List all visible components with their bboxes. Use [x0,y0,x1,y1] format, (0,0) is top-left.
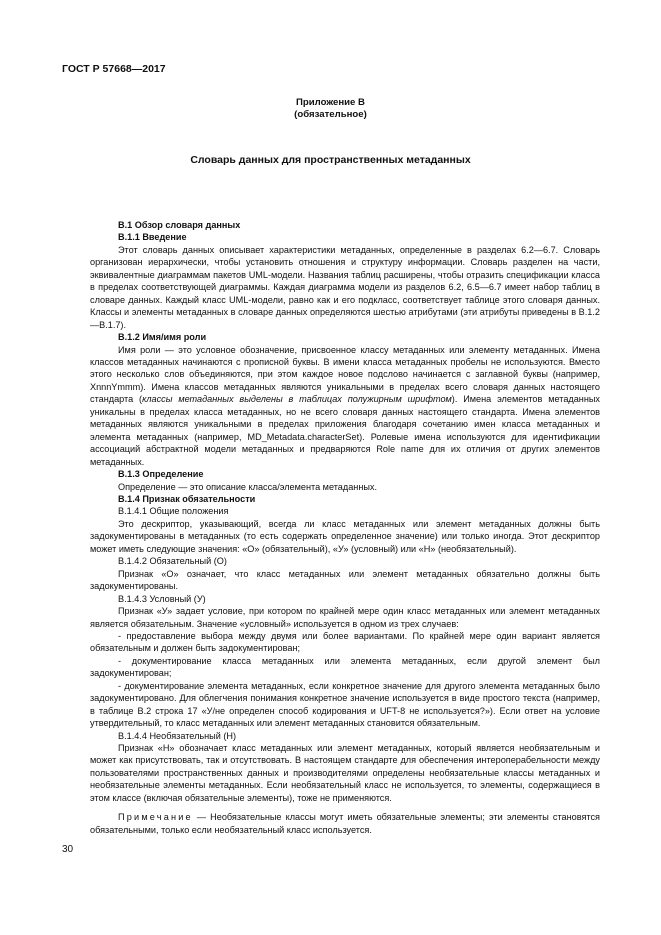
annex-title: Приложение В [296,97,365,108]
document-body [90,219,600,836]
section-b143-text: Признак «У» задает условие, при котором по крайней мере один класс метаданных или элемент метаданных является обязательным. Значение «условный» используется в одном из трех случаев: [90,606,600,629]
standard-header: ГОСТ Р 57668—2017 [62,63,166,75]
section-b11-text: Этот словарь данных описывает характеристики метаданных, определенные в разделах 6.2—6.7. Словарь организован иерархически, чтобы установить отношения и структуру информации. Словарь разделен на части, эквивалентные диаграммам пакетов UML-модели. Названия таблиц расширены, чтобы отразить спецификации класса в пределах соответствующей диаграммы. Каждая диаграмма модели из разделов 6.2, 6.5—6.7 имеет набор таблиц в словаре данных. Каждый класс UML-модели, равно как и его подкласс, соответствует таблице этого словаря данных. Классы и элементы метаданных в словаре данных определяются шестью атрибутами (эти атрибуты приведены в В.1.2—В.1.7). [90,244,600,330]
list-item: - документирование элемента метаданных, если конкретное значение для другого элемента метаданных было задокументировано. Для облегчения понимания конкретное значение используется в виде простого текста (например, в таблице В.2 строка 17 «У/не определен способ кодирования и UFT-8 не используется?»). Если ответ на условие утвердительный, то класс метаданных или элемент метаданных становится обязательным. [90,680,600,729]
section-b12-heading: В.1.2 Имя/имя роли [118,332,207,343]
section-b13-text: Определение — это описание класса/элемента метаданных. [118,481,378,492]
section-b12-text-b: ). Имена элементов метаданных уникальны в пределах класса метаданных, но не всего словаря данных настоящего стандарта. Имена элементов метаданных являются уникальными в пределах приложения благодаря сочетанию имен класса метаданных и элемента метаданных (например, MD_Metadata.characterSet). Ролевые имена используются для идентификации ассоциаций абстрактной модели метаданных и предваряются Role name для их отличия от других элементов метаданных. [90,394,600,467]
section-b12-text [90,344,600,469]
section-b12-text-italic: классы метаданных выделены в таблицах полужирным шрифтом [142,394,452,405]
list-item: - документирование класса метаданных или элемента метаданных, если другой элемент был задокументирован; [90,655,600,679]
section-b13-heading: В.1.3 Определение [118,469,204,480]
list-item: - предоставление выбора между двумя или более вариантами. По крайней мере один вариант является обязательным и должен быть задокументирован; [90,630,600,654]
annex-subtitle: (обязательное) [294,109,367,120]
page-number: 30 [62,844,74,855]
document-title: Словарь данных для пространственных метаданных [190,154,471,166]
note-text: — Необязательные классы могут иметь обязательные элементы; эти элементы становятся обязательными, только если необязательный класс используется. [90,812,600,835]
section-b12-text-a: Имя роли — это условное обозначение, присвоенное классу метаданных или элементу метаданных. Имена классов метаданных начинаются с прописной буквы. В имени класса метаданных пробелы не используются. Вместо этого несколько слов объединяются, при этом каждое новое подслово начинается с заглавной буквы (например, XnnnYmmm). Имена классов метаданных являются уникальными в пределах всего словаря данных настоящего стандарта ( [90,344,600,405]
section-b144-text: Признак «Н» обозначает класс метаданных или элемент метаданных, который является необязательным и может как присутствовать, так и отсутствовать. В настоящем стандарте для обеспечения интероперабельности между пользователями пространственных данных и производителями определены необязательные классы метаданных и необязательные элементы метаданных. Если необязательный класс не используется, то элементы, содержащиеся в этом классе (включая обязательные элементы), тоже не применяются. [90,743,600,803]
section-b141-heading: В.1.4.1 Общие положения [118,506,229,517]
section-b144-heading: В.1.4.4 Необязательный (Н) [118,730,237,741]
section-b141-text: Это дескриптор, указывающий, всегда ли класс метаданных или элемент метаданных должны быть задокументированы в метаданных (то есть содержать определенное значение) или только иногда. Этот дескриптор может иметь следующие значения: «О» (обязательный), «У» (условный) или «Н» (необязательный). [90,518,600,554]
note-label: Примечание [118,812,193,823]
note [90,811,600,836]
section-b142-text: Признак «О» означает, что класс метаданных или элемент метаданных обязательно должны быть задокументированы. [90,568,600,592]
section-b143-heading: В.1.4.3 Условный (У) [118,593,206,604]
section-b1-heading: В.1 Обзор словаря данных [118,220,241,230]
section-b142-heading: В.1.4.2 Обязательный (О) [118,556,227,567]
section-b14-heading: В.1.4 Признак обязательности [118,493,256,504]
section-b11-heading: В.1.1 Введение [118,232,187,243]
